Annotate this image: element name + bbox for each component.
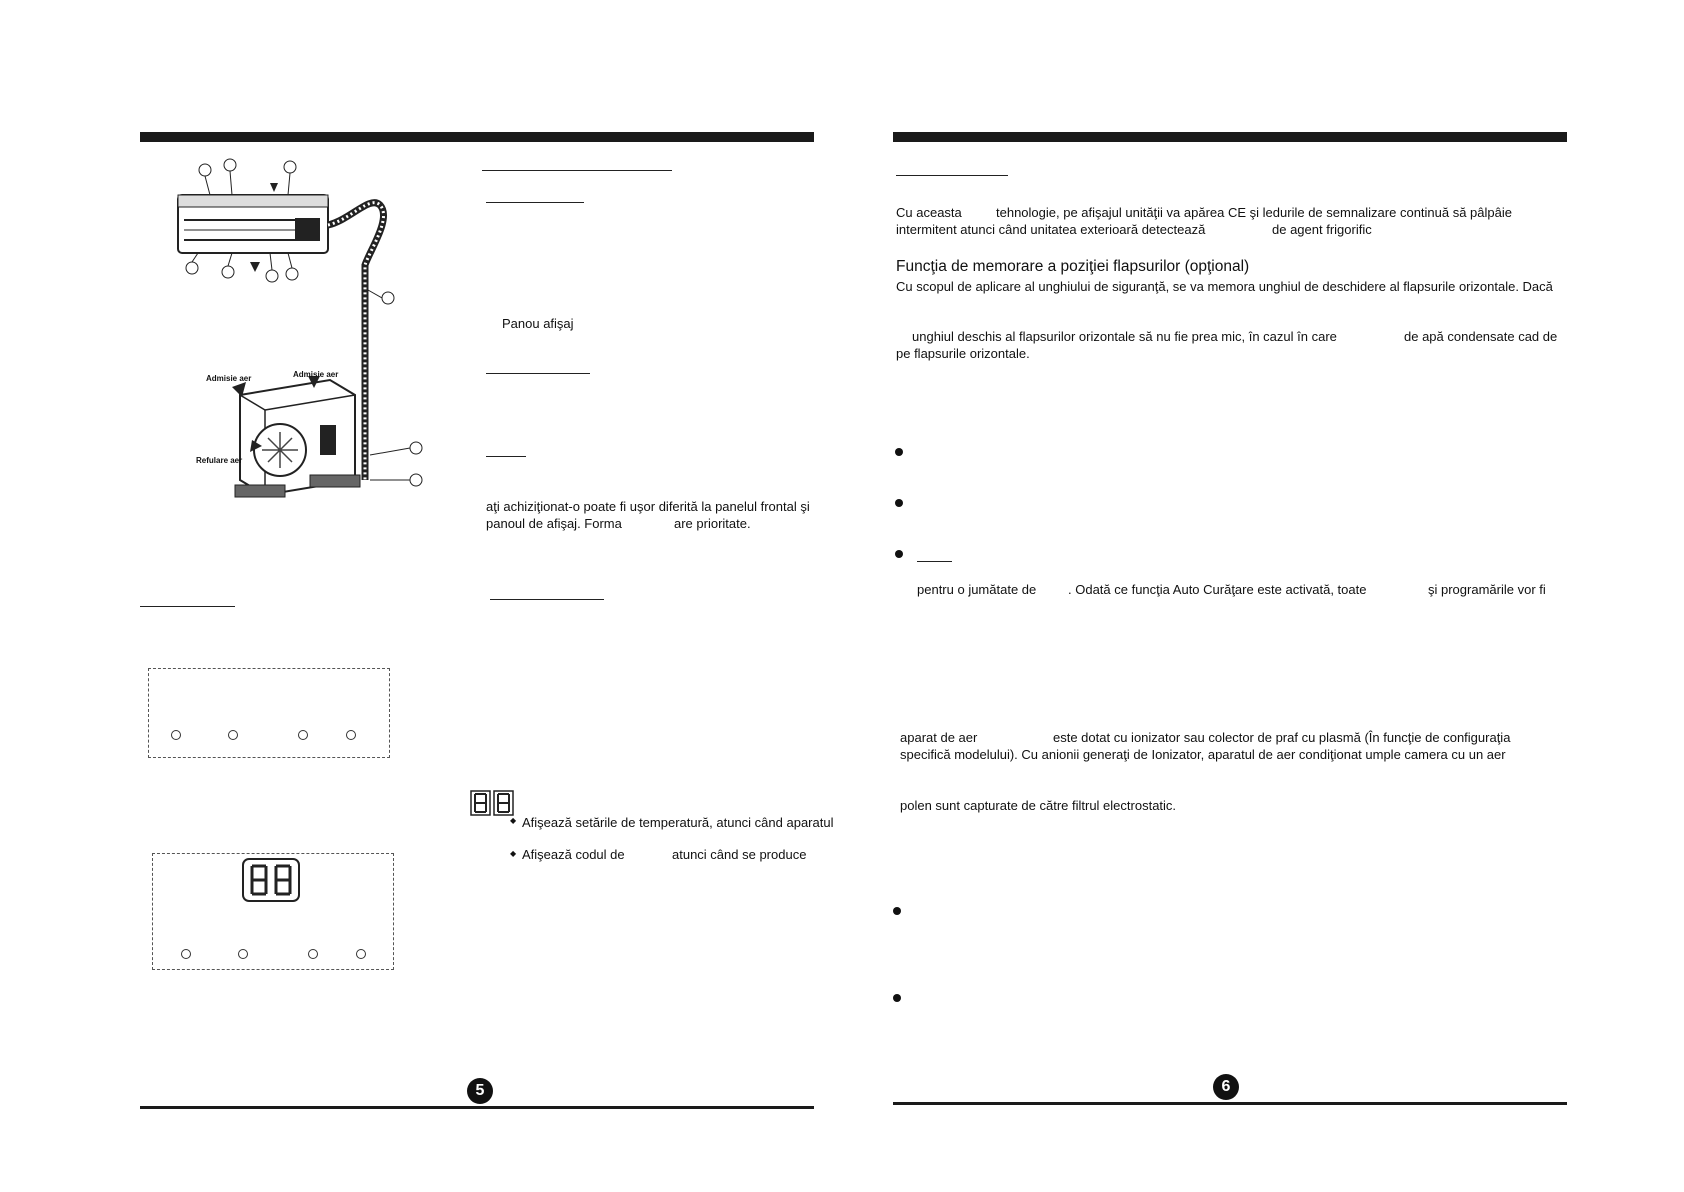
right-heading-underline-2 xyxy=(917,561,952,562)
page-number-6: 6 xyxy=(1213,1074,1239,1100)
ce-para-line1-b: tehnologie, pe afişajul unităţii va apărea CE şi ledurile de semnalizare continuă să pâlpâie xyxy=(996,205,1512,220)
auto-clean-line-b: . Odată ce funcţia Auto Curăţare este activată, toate xyxy=(1068,582,1367,597)
indicator-led-5 xyxy=(181,949,191,959)
ionizer-line-1-b: este dotat cu ionizator sau colector de praf cu plasmă (În funcţie de configuraţia xyxy=(1053,730,1511,745)
bullet-3 xyxy=(895,550,903,558)
air-intake-left-label: Admisie aer xyxy=(206,374,252,383)
left-heading-underline-6 xyxy=(140,606,235,607)
bullet-4 xyxy=(893,907,901,915)
ionizer-line-1-a: aparat de aer xyxy=(900,730,978,745)
indicator-led-2 xyxy=(228,730,238,740)
indicator-led-6 xyxy=(238,949,248,959)
auto-clean-line-c: şi programările vor fi xyxy=(1428,582,1546,597)
indicator-led-7 xyxy=(308,949,318,959)
note-line-2: panoul de afişaj. Forma xyxy=(486,516,622,531)
bullet-2 xyxy=(895,499,903,507)
left-bottom-rule xyxy=(140,1106,814,1109)
ce-para-line1-a: Cu aceasta xyxy=(896,205,962,220)
display-desc-1: Afişează setările de temperatură, atunci când aparatul xyxy=(522,815,834,830)
page-number-5: 5 xyxy=(467,1078,493,1104)
installation-diagram xyxy=(170,150,430,535)
digital-display-icon xyxy=(470,790,514,816)
bullet-5 xyxy=(893,994,901,1002)
ce-para-line2-b: de agent frigorific xyxy=(1272,222,1372,237)
note-line-2-end: are prioritate. xyxy=(674,516,751,531)
note-line-1: aţi achiziţionat-o poate fi uşor diferită la panelul frontal şi xyxy=(486,499,810,514)
left-heading-underline-3 xyxy=(486,373,590,374)
display-panel-label: Panou afişaj xyxy=(502,316,574,331)
ionizer-line-3: polen sunt capturate de către filtrul electrostatic. xyxy=(900,798,1177,813)
digital-display-box-icon xyxy=(242,858,300,902)
air-outlet-label: Refulare aer xyxy=(196,456,243,465)
display-panel-box-1 xyxy=(148,668,390,758)
display-desc-2-end: atunci când se produce xyxy=(672,847,807,862)
flap-memory-heading: Funcţia de memorare a poziţiei flapsurilor (opţional) xyxy=(896,258,1250,275)
bullet-1 xyxy=(895,448,903,456)
flap-line-2-a: unghiul deschis al flapsurilor orizontale să nu fie prea mic, în cazul în care xyxy=(912,329,1337,344)
indicator-led-3 xyxy=(298,730,308,740)
left-heading-underline-1 xyxy=(482,170,672,171)
indicator-led-1 xyxy=(171,730,181,740)
flap-line-1: Cu scopul de aplicare al unghiului de siguranţă, se va memora unghiul de deschidere al flapsurile orizontale. Dacă xyxy=(896,279,1553,294)
bullet-diamond-2: ◆ xyxy=(510,849,517,858)
installation-diagram-svg xyxy=(170,150,430,535)
right-top-bar xyxy=(893,132,1567,142)
air-intake-right-label: Admisie aer xyxy=(293,370,339,379)
left-heading-underline-4 xyxy=(486,456,526,457)
flap-line-3: pe flapsurile orizontale. xyxy=(896,346,1030,361)
right-bottom-rule xyxy=(893,1102,1567,1105)
bullet-diamond-1: ◆ xyxy=(510,816,517,825)
right-heading-underline-1 xyxy=(896,175,1008,176)
ionizer-line-2: specifică modelului). Cu anionii generaţi de Ionizator, aparatul de aer condiţionat umple camera cu un aer xyxy=(900,747,1506,762)
ce-para-line2-a: intermitent atunci când unitatea exterioară detectează xyxy=(896,222,1206,237)
left-top-bar xyxy=(140,132,814,142)
display-desc-2: Afişează codul de xyxy=(522,847,625,862)
left-heading-underline-2 xyxy=(486,202,584,203)
indicator-led-8 xyxy=(356,949,366,959)
auto-clean-line-a: pentru o jumătate de xyxy=(917,582,1037,597)
flap-line-2-b: de apă condensate cad de xyxy=(1404,329,1558,344)
left-heading-underline-5 xyxy=(490,599,604,600)
indicator-led-4 xyxy=(346,730,356,740)
